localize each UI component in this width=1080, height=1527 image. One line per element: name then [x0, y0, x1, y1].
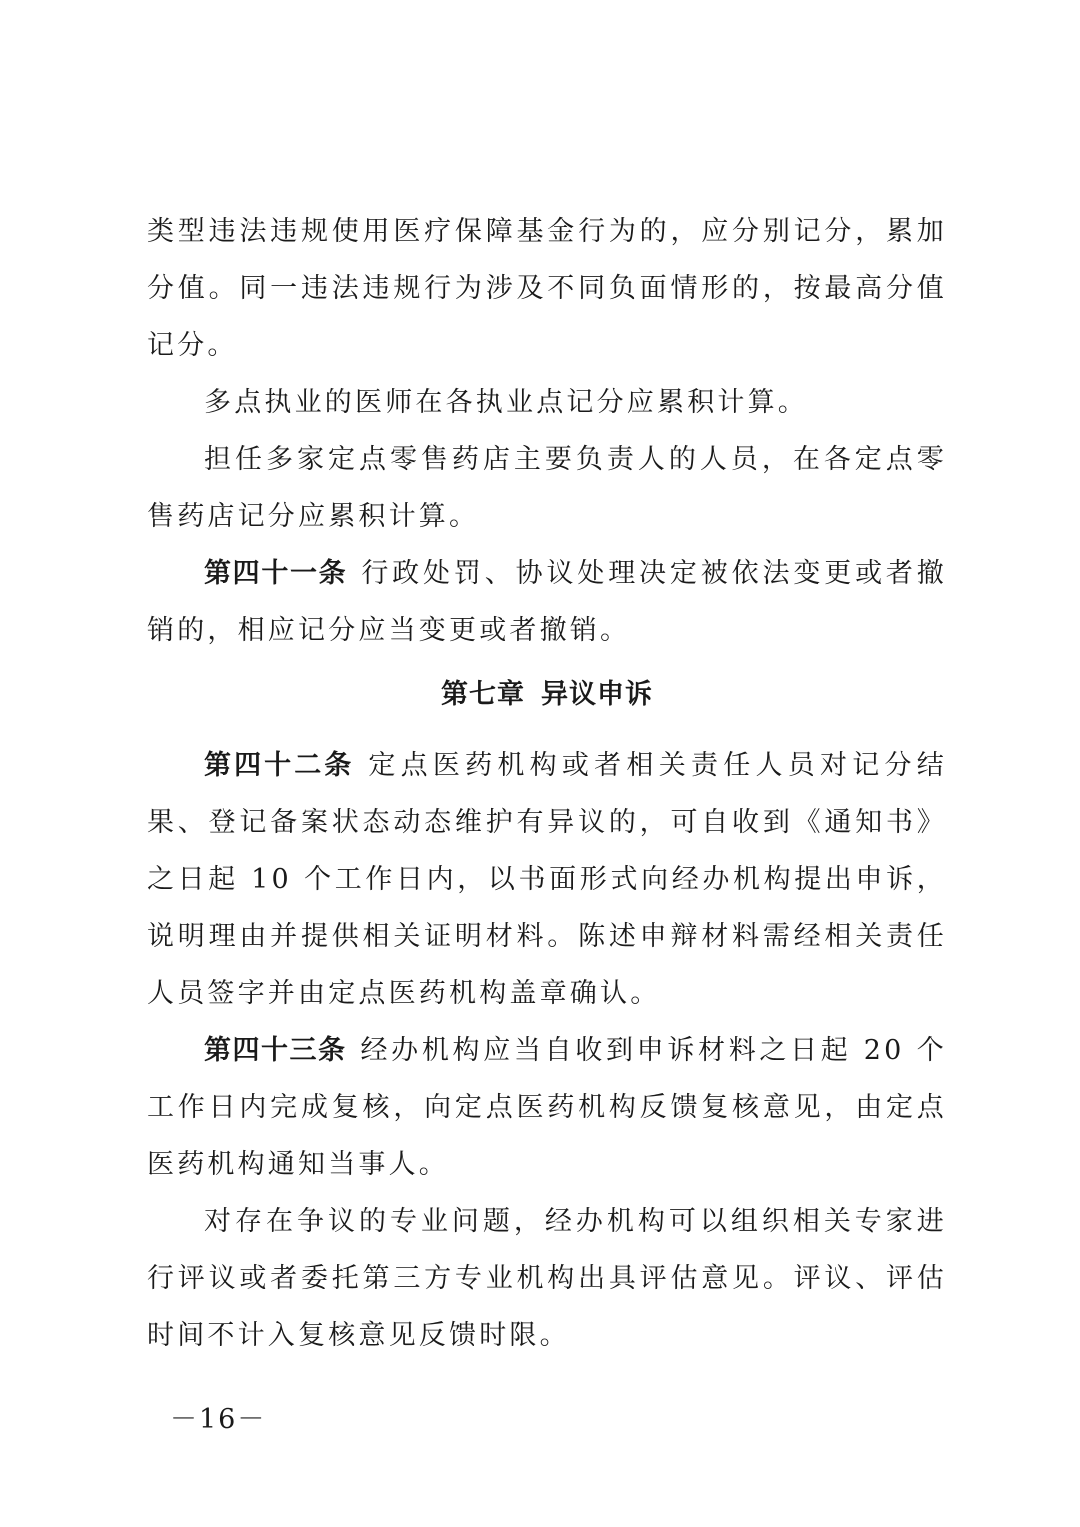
article-42 [147, 737, 947, 1022]
paragraph-text: 担任多家定点零售药店主要负责人的人员，在各定点零售药店记分应累积计算。 [147, 444, 947, 532]
article-text: 行政处罚、协议处理决定被依法变更或者撤销的，相应记分应当变更或者撤销。 [147, 558, 947, 646]
article-number: 第四十三条 [204, 1035, 347, 1066]
article-41 [147, 545, 947, 659]
article-text: 定点医药机构或者相关责任人员对记分结果、登记备案状态动态维护有异议的，可自收到《通知书》之日起 10 个工作日内，以书面形式向经办机构提出申诉，说明理由并提供相关证明材料。陈述申辩材料需经相关责任人员签字并由定点医药机构盖章确认。 [147, 750, 948, 1009]
article-number: 第四十一条 [204, 558, 348, 589]
article-text: 经办机构应当自收到申诉材料之日起 20 个工作日内完成复核，向定点医药机构反馈复核意见，由定点医药机构通知当事人。 [147, 1035, 947, 1180]
paragraph-expert-review [147, 1193, 947, 1364]
document-body [147, 203, 947, 1364]
paragraph-text: 类型违法违规使用医疗保障基金行为的，应分别记分，累加分值。同一违法违规行为涉及不同负面情形的，按最高分值记分。 [147, 216, 947, 361]
chapter-number: 第七章 [441, 679, 525, 710]
article-number: 第四十二条 [204, 750, 355, 781]
paragraph-pharmacy-head [147, 431, 947, 545]
paragraph-continuation [147, 203, 947, 374]
paragraph-text: 多点执业的医师在各执业点记分应累积计算。 [204, 387, 808, 418]
article-43 [147, 1022, 947, 1193]
paragraph-text: 对存在争议的专业问题，经办机构可以组织相关专家进行评议或者委托第三方专业机构出具评估意见。评议、评估时间不计入复核意见反馈时限。 [147, 1206, 947, 1351]
page-number: －16－ [170, 1404, 267, 1435]
chapter-heading [147, 665, 947, 725]
paragraph-multi-site-physician [147, 374, 947, 431]
chapter-title: 异议申诉 [541, 679, 653, 710]
